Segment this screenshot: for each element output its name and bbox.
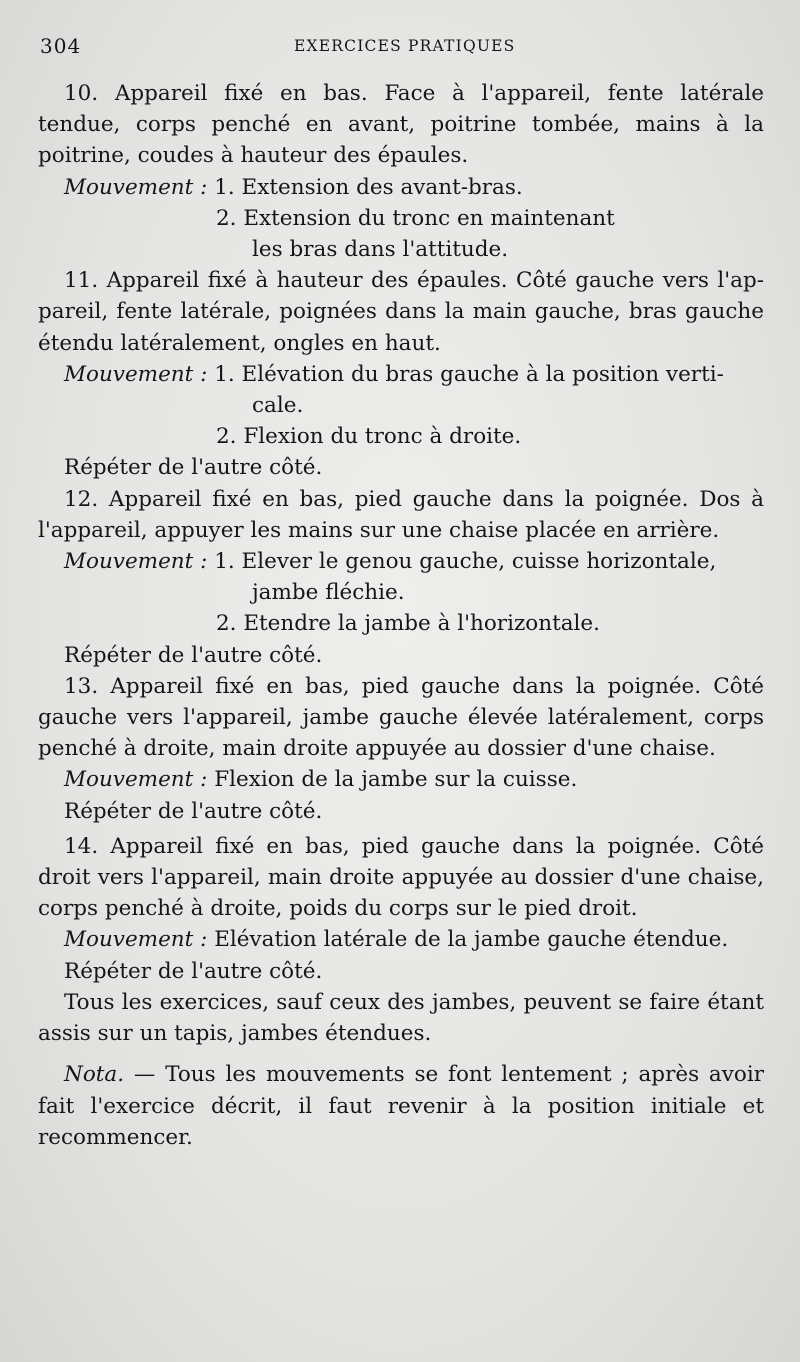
text-line: chaise, corps penché à droite, poids du corps sur le pied droit. <box>38 865 764 922</box>
exercise-10-movement-2: 2. Extension du tronc en maintenant <box>216 205 615 231</box>
nota-paragraph <box>38 1059 764 1153</box>
exercise-12-text <box>38 484 764 546</box>
text-line: penché à droite, main droite appuyée au dossier d'une chaise. <box>38 736 716 762</box>
exercise-13-text <box>38 671 764 765</box>
exercise-13-movement <box>38 764 764 795</box>
text-line: 11. Appareil fixé à hauteur des épaules. Côté gauche vers l'ap- <box>64 268 764 294</box>
text-line: 14. Appareil fixé en bas, pied gauche dans la poignée. Côté <box>64 833 764 859</box>
movement-step: Elévation latérale de la jambe gauche étendue. <box>214 927 729 953</box>
exercise-11-repeat: Répéter de l'autre côté. <box>64 455 323 481</box>
movement-label: Mouvement : <box>64 174 208 200</box>
exercise-11-text <box>38 265 764 359</box>
text-line: 10. Appareil fixé en bas. Face à l'appareil, fente latérale <box>64 81 764 106</box>
movement-label: Mouvement : <box>64 767 208 793</box>
exercise-11-movement-1 <box>38 359 764 390</box>
text-line: étant assis sur un tapis, jambes étendues. <box>38 989 764 1047</box>
movement-label: Mouvement : <box>64 361 208 387</box>
text-line: tendue, corps penché en avant, poitrine tombée, mains à la <box>38 112 764 138</box>
text-line: pareil, fente latérale, poignées dans la main gauche, bras gauche <box>38 299 764 325</box>
exercise-13-repeat: Répéter de l'autre côté. <box>64 798 323 824</box>
exercise-12-repeat: Répéter de l'autre côté. <box>64 642 323 668</box>
exercise-10-movement-2-cont: les bras dans l'attitude. <box>252 237 509 263</box>
exercise-12-movement-1 <box>38 546 764 577</box>
text-line: fait l'exercice décrit, il faut revenir à la position initiale et <box>38 1093 764 1119</box>
exercise-14-movement <box>38 924 764 955</box>
running-title: EXERCICES PRATIQUES <box>294 37 516 55</box>
text-line: 13. Appareil fixé en bas, pied gauche dans la poignée. Côté <box>64 673 764 699</box>
page-number: 304 <box>40 34 82 58</box>
movement-step: Flexion de la jambe sur la cuisse. <box>214 767 578 793</box>
movement-step: 1. Extension des avant-bras. <box>214 174 523 200</box>
text-line: 12. Appareil fixé en bas, pied gauche dans la poignée. Dos à <box>64 486 764 512</box>
movement-label: Mouvement : <box>64 927 208 953</box>
text-line: recommencer. <box>38 1124 193 1150</box>
text-line: droit vers l'appareil, main droite appuyée au dossier d'une <box>38 865 681 891</box>
text-line: poitrine, coudes à hauteur des épaules. <box>38 143 469 169</box>
text-line: étendu latéralement, ongles en haut. <box>38 330 441 356</box>
exercise-10-text <box>38 78 764 172</box>
exercise-14-text <box>38 831 764 925</box>
nota-label: Nota. <box>64 1062 125 1088</box>
exercise-14-repeat: Répéter de l'autre côté. <box>64 958 323 984</box>
page-header <box>0 34 800 60</box>
text-line: gauche vers l'appareil, jambe gauche élevée latéralement, corps <box>38 705 764 731</box>
movement-step: 1. Elever le genou gauche, cuisse horizontale, <box>214 549 717 575</box>
exercise-10-movement-1 <box>38 172 764 203</box>
exercise-11-movement-1-cont: cale. <box>252 393 304 419</box>
text-line: — Tous les mouvements se font lentement ; après avoir <box>124 1062 764 1088</box>
movement-step: 1. Elévation du bras gauche à la position verti- <box>214 361 724 387</box>
movement-label: Mouvement : <box>64 549 208 575</box>
text-line: l'appareil, appuyer les mains sur une chaise placée en arrière. <box>38 517 720 543</box>
exercise-11-movement-2: 2. Flexion du tronc à droite. <box>216 424 522 450</box>
exercise-12-movement-1-cont: jambe fléchie. <box>252 580 405 606</box>
closing-paragraph <box>38 987 764 1049</box>
exercise-12-movement-2: 2. Etendre la jambe à l'horizontale. <box>216 611 600 637</box>
text-line: Tous les exercices, sauf ceux des jambes, peuvent se faire <box>64 989 701 1015</box>
page-body <box>38 78 764 1153</box>
